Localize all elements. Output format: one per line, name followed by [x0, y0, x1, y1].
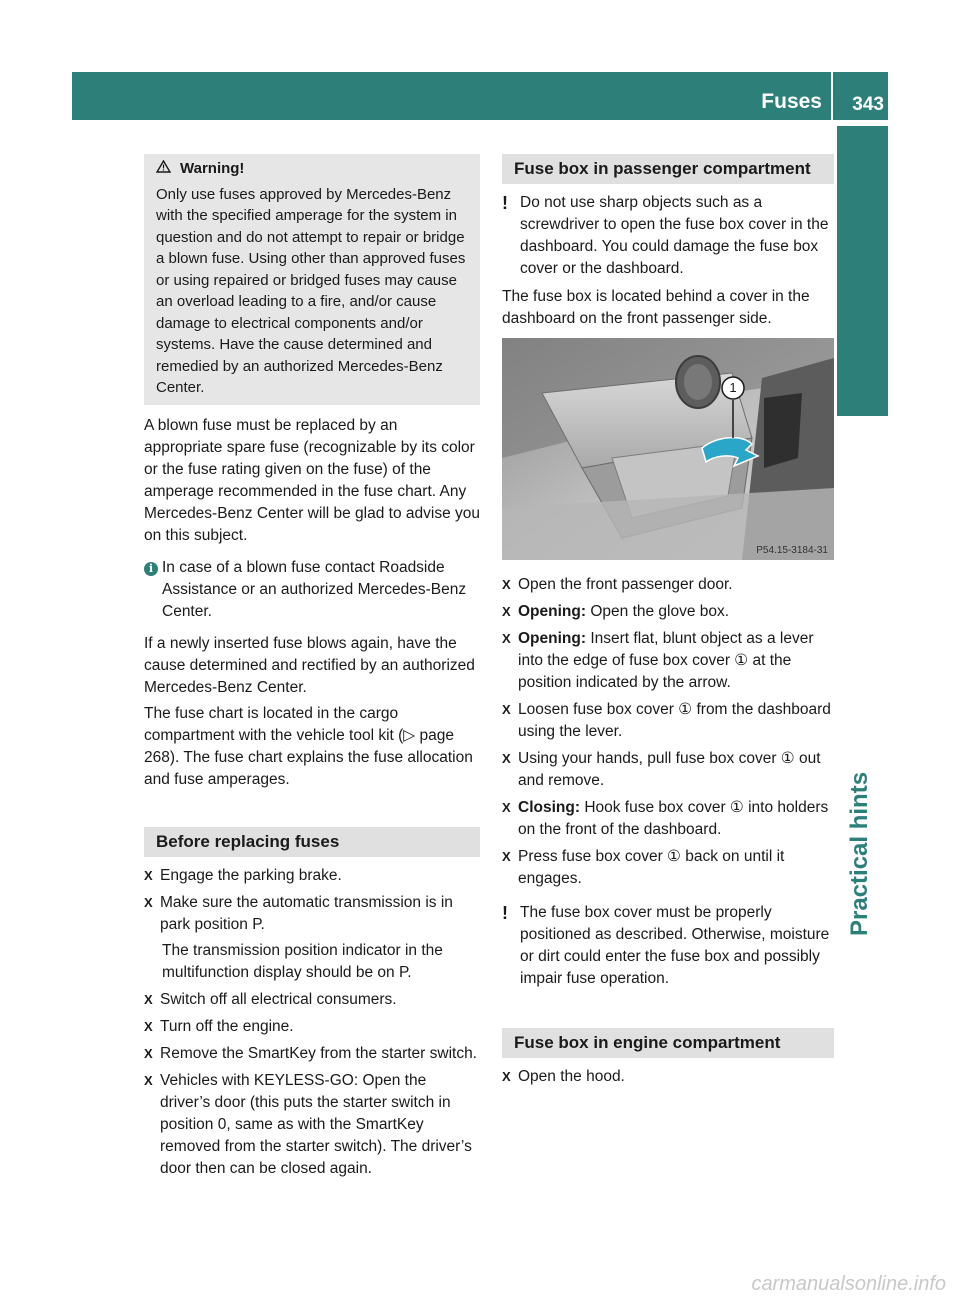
bullet-arrow-icon: X: [144, 1072, 153, 1088]
list-item: X Opening: Open the glove box.: [502, 601, 834, 623]
caution-note-2-text: The fuse box cover must be properly positioned as described. Otherwise, moisture or dirt could enter the fuse box and possibly impair fuse operation.: [520, 904, 830, 987]
list-item: X Open the hood.: [502, 1066, 834, 1088]
bullet-arrow-icon: X: [144, 1045, 153, 1061]
caution-exclamation-icon: !: [502, 903, 508, 923]
list-item: X Remove the SmartKey from the starter switch.: [144, 1043, 480, 1065]
bullet-arrow-icon: X: [502, 702, 511, 717]
bullet-arrow-icon: X: [502, 577, 511, 592]
section-heading-before-replacing: Before replacing fuses: [144, 827, 480, 857]
warning-title: Warning!: [180, 160, 245, 177]
photo-marker: 1: [729, 380, 737, 395]
bullet-arrow-icon: X: [502, 800, 511, 815]
fuse-box-photo: [502, 338, 834, 560]
side-tab-label: Practical hints: [846, 771, 873, 936]
paragraph-fuse-chart: The fuse chart is located in the cargo compartment with the vehicle tool kit (▷ page 268). The fuse chart explains the fuse allocation and fuse amperages.: [144, 704, 473, 788]
list-item: X Vehicles with KEYLESS-GO: Open the driver’s door (this puts the starter switch in position 0, same as with the SmartKey removed from the starter switch). The driver’s door then can be closed again.: [144, 1070, 480, 1180]
section-heading-engine-compartment: Fuse box in engine compartment: [502, 1028, 834, 1058]
page-header: [72, 72, 888, 120]
dashboard-illustration: [502, 338, 834, 560]
bullet-arrow-icon: X: [502, 631, 511, 646]
list-item: X Switch off all electrical consumers.: [144, 989, 480, 1011]
right-column: [502, 154, 834, 1088]
bullet-arrow-icon: X: [502, 849, 511, 864]
list-item: X Press fuse box cover ① back on until it engages.: [502, 846, 834, 890]
section-heading-passenger-compartment: Fuse box in passenger compartment: [502, 154, 834, 184]
list-item: X Loosen fuse box cover ① from the dashboard using the lever.: [502, 699, 834, 743]
side-tab-label-area: [837, 426, 888, 946]
list-item: X Make sure the automatic transmission is in park position P.: [144, 892, 480, 936]
caution-note-text: Do not use sharp objects such as a screwdriver to open the fuse box cover in the dashboard. You could damage the fuse box cover or the dashboard.: [520, 194, 829, 277]
list-item: X Engage the parking brake.: [144, 865, 480, 887]
bullet-arrow-icon: X: [502, 751, 511, 766]
bullet-arrow-icon: X: [502, 1069, 511, 1084]
paragraph-fuse-box-location: The fuse box is located behind a cover in the dashboard on the front passenger side.: [502, 288, 810, 327]
info-icon: i: [144, 562, 158, 576]
transmission-indicator-note: The transmission position indicator in the multifunction display should be on P.: [162, 941, 443, 981]
bullet-arrow-icon: X: [144, 867, 153, 883]
warning-box: [144, 154, 480, 405]
warning-text: Only use fuses approved by Mercedes-Benz with the specified amperage for the system in question and do not attempt to repair or bridge a blown fuse. Using other than approved fuses or using repaired or bridged fuses may cause an overload leading to a fire, and/or cause damage to electrical components and/or systems. Have the cause determined and remedied by an authorized Mercedes-Benz Center.: [156, 185, 466, 396]
header-title: Fuses: [761, 90, 822, 113]
page-number: 343: [852, 94, 884, 115]
list-item: X Open the front passenger door.: [502, 574, 834, 596]
list-item: X Closing: Hook fuse box cover ① into holders on the front of the dashboard.: [502, 797, 834, 841]
paragraph-blown-fuse: A blown fuse must be replaced by an appropriate spare fuse (recognizable by its color or the fuse rating given on the fuse) of the amperage recommended in the fuse chart. Any Mercedes-Benz Center will be glad to advise you on this subject.: [144, 416, 481, 544]
caution-exclamation-icon: !: [502, 193, 508, 213]
paragraph-fuse-blows-again: If a newly inserted fuse blows again, have the cause determined and rectified by an authorized Mercedes-Benz Center.: [144, 634, 475, 696]
list-item: X Opening: Insert flat, blunt object as a lever into the edge of fuse box cover ① at the position indicated by the arrow.: [502, 628, 834, 694]
side-tab-marker: [837, 126, 888, 416]
left-column: [144, 154, 480, 1180]
bullet-arrow-icon: X: [502, 604, 511, 619]
header-separator: [831, 72, 833, 120]
bullet-arrow-icon: X: [144, 894, 153, 910]
list-item: X Using your hands, pull fuse box cover ① out and remove.: [502, 748, 834, 792]
list-item: X Turn off the engine.: [144, 1016, 480, 1038]
info-note: [144, 557, 480, 623]
caution-note-2: [502, 902, 834, 990]
caution-note: [502, 192, 834, 280]
watermark: carmanualsonline.info: [751, 1273, 946, 1295]
bullet-arrow-icon: X: [144, 1018, 153, 1034]
info-note-text: In case of a blown fuse contact Roadside Assistance or an authorized Mercedes-Benz Center.: [162, 558, 467, 620]
bullet-arrow-icon: X: [144, 991, 153, 1007]
warning-triangle-icon: [156, 158, 172, 180]
photo-code: P54.15-3184-31: [756, 545, 828, 556]
